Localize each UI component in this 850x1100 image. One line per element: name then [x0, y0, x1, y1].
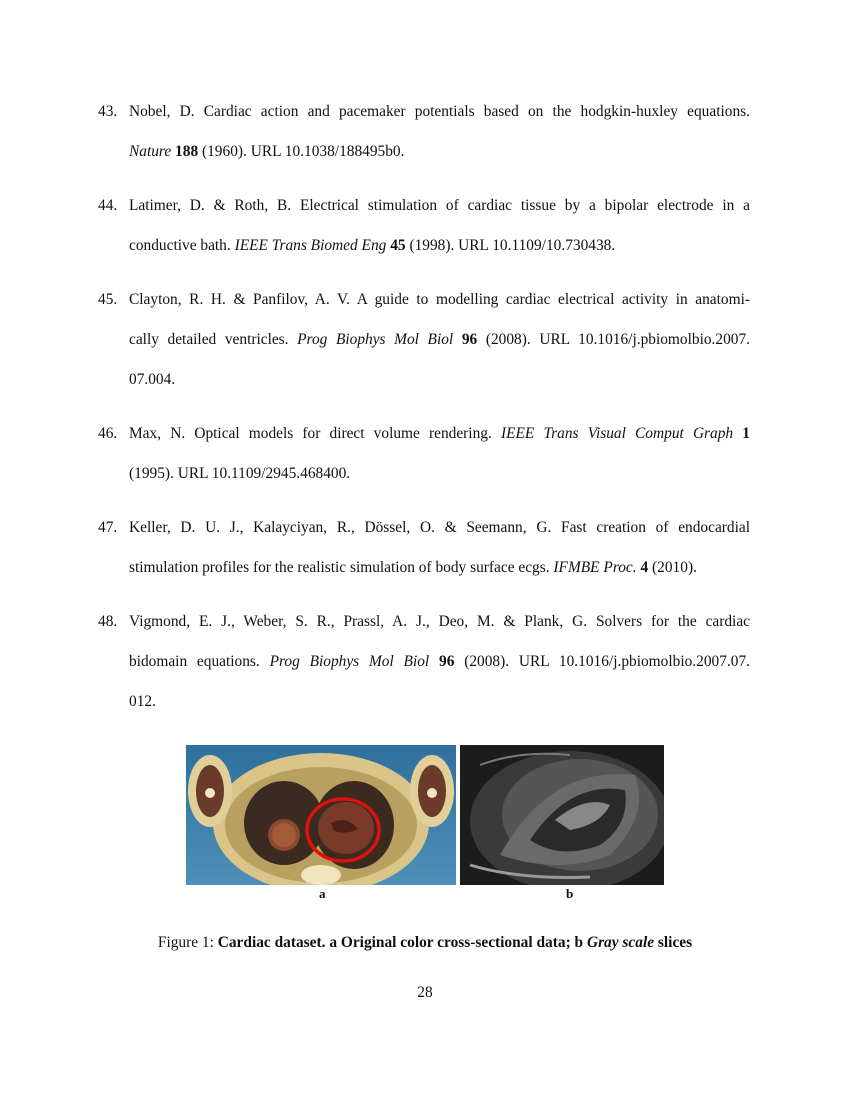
figure-panel-b-gray-scale-slice — [460, 745, 664, 885]
volume-number: 188 — [175, 143, 199, 160]
reference-line — [129, 682, 750, 722]
reference-line — [129, 186, 750, 226]
reference-text — [129, 92, 750, 172]
reference-entry — [98, 186, 750, 266]
panel-b-label: b — [566, 886, 574, 901]
reference-text — [129, 280, 750, 400]
volume-number: 45 — [390, 237, 406, 254]
reference-entry — [98, 92, 750, 172]
journal-name: Prog Biophys Mol Biol — [269, 653, 430, 670]
reference-segment: (2008). URL 10.1016/j.pbiomolbio.2007. — [477, 331, 751, 348]
reference-number: 47. — [98, 519, 118, 536]
reference-segment: stimulation profiles for the realistic simulation of body surface ecgs. — [129, 559, 554, 576]
reference-line — [129, 602, 750, 642]
reference-number: 46. — [98, 425, 118, 442]
reference-segment: Latimer, D. & Roth, B. Electrical stimulation of cardiac tissue by a bipolar electrode in a — [129, 197, 750, 214]
reference-entry — [98, 508, 750, 588]
reference-number: 48. — [98, 613, 118, 630]
reference-line — [129, 508, 750, 548]
reference-segment — [733, 425, 742, 442]
reference-line — [129, 454, 750, 494]
reference-segment: Clayton, R. H. & Panfilov, A. V. A guide to modelling cardiac electrical activity in anatomi- — [129, 291, 750, 308]
volume-number: 96 — [439, 653, 455, 670]
panel-a-label: a — [319, 886, 326, 901]
reference-segment: conductive bath. — [129, 237, 235, 254]
volume-number: 4 — [640, 559, 649, 576]
reference-number: 43. — [98, 103, 118, 120]
reference-segment: (1995). URL 10.1109/2945.468400. — [129, 465, 351, 482]
reference-number: 45. — [98, 291, 118, 308]
reference-segment: (2008). URL 10.1016/j.pbiomolbio.2007.07. — [454, 653, 751, 670]
journal-name: Nature — [129, 143, 172, 160]
reference-segment: (1960). URL 10.1038/188495b0. — [198, 143, 405, 160]
reference-entry — [98, 280, 750, 400]
figure-panel-a-color-cross-section — [186, 745, 456, 885]
figure-caption — [0, 934, 850, 952]
reference-line — [129, 320, 750, 360]
caption-bold-text: Cardiac dataset. a Original color cross-sectional data; b — [217, 934, 587, 951]
reference-line — [129, 132, 750, 172]
journal-name: IEEE Trans Visual Comput Graph — [500, 425, 734, 442]
reference-segment: cally detailed ventricles. — [129, 331, 298, 348]
reference-text — [129, 508, 750, 588]
reference-segment: 07.004. — [129, 371, 176, 388]
caption-bold-italic-text: Gray scale — [586, 934, 655, 951]
journal-name: Prog Biophys Mol Biol — [297, 331, 454, 348]
reference-text — [129, 602, 750, 722]
journal-name: IEEE Trans Biomed Eng — [234, 237, 387, 254]
reference-line — [129, 226, 750, 266]
journal-name: IFMBE Proc. — [553, 559, 637, 576]
caption-prefix: Figure 1: — [157, 934, 218, 951]
reference-line — [129, 642, 750, 682]
volume-number: 96 — [461, 331, 478, 348]
reference-line — [129, 548, 750, 588]
reference-number: 44. — [98, 197, 118, 214]
reference-text — [129, 414, 750, 494]
reference-line — [129, 92, 750, 132]
reference-segment: Vigmond, E. J., Weber, S. R., Prassl, A. J., Deo, M. & Plank, G. Solvers for the cardiac — [129, 613, 750, 630]
reference-segment: Keller, D. U. J., Kalayciyan, R., Dössel, O. & Seemann, G. Fast creation of endocardial — [129, 519, 750, 536]
reference-segment — [453, 331, 462, 348]
figure-1 — [186, 744, 666, 904]
reference-segment: Max, N. Optical models for direct volume rendering. — [129, 425, 501, 442]
reference-segment: (2010). — [648, 559, 697, 576]
reference-text — [129, 186, 750, 266]
reference-segment: 012. — [129, 693, 156, 710]
reference-segment: Nobel, D. Cardiac action and pacemaker potentials based on the hodgkin-huxley equations. — [129, 103, 750, 120]
page-number: 28 — [417, 984, 433, 1001]
volume-number: 1 — [742, 425, 750, 442]
reference-entry — [98, 414, 750, 494]
caption-bold-text-end: slices — [654, 934, 693, 951]
reference-segment: (1998). URL 10.1109/10.730438. — [405, 237, 616, 254]
reference-line — [129, 280, 750, 320]
reference-line — [129, 414, 750, 454]
reference-line — [129, 360, 750, 400]
reference-entry — [98, 602, 750, 722]
reference-segment — [429, 653, 439, 670]
reference-segment: bidomain equations. — [129, 653, 270, 670]
